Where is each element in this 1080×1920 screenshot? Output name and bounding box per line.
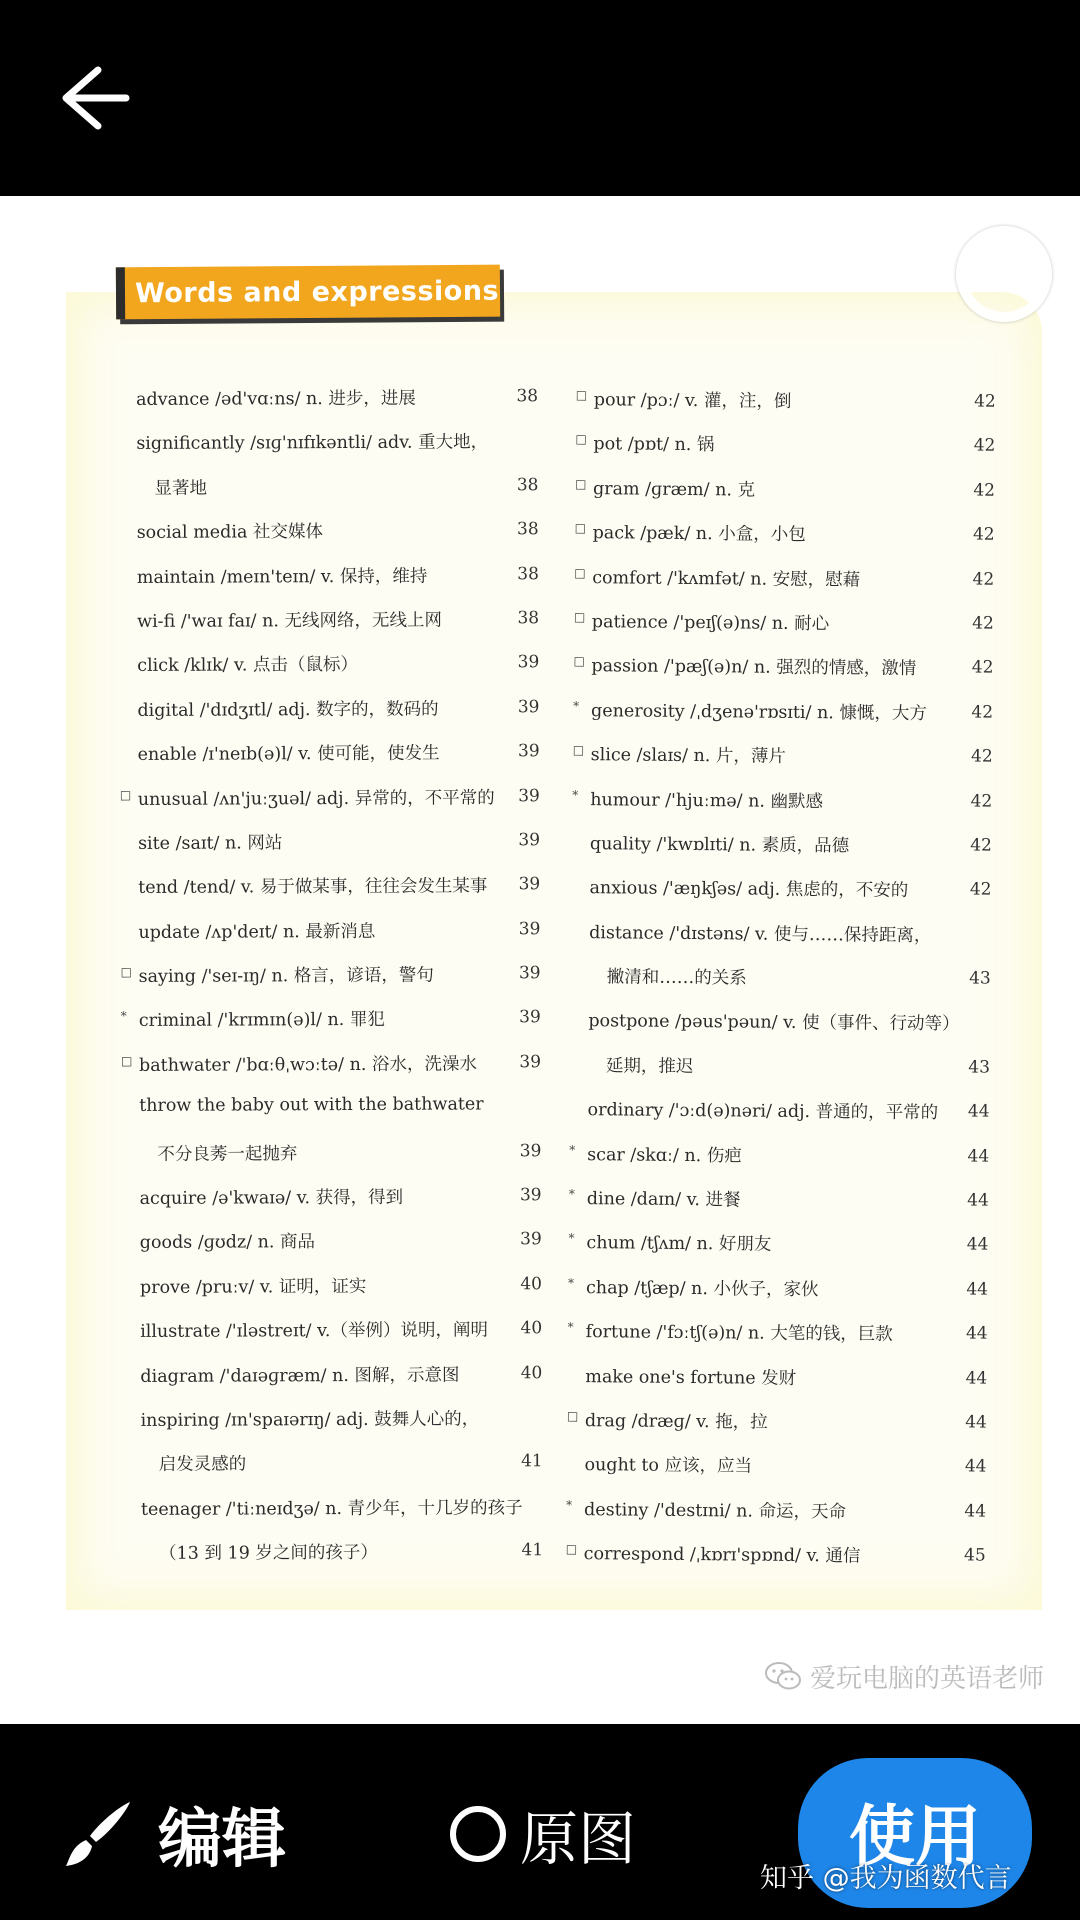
- page-number: 38: [516, 519, 539, 540]
- vocab-entry: [573, 731, 993, 779]
- page-number: 39: [518, 785, 540, 806]
- vocab-entry: [119, 552, 539, 598]
- box-mark: □: [119, 787, 132, 802]
- box-mark: □: [574, 476, 587, 491]
- vocab-entry: [123, 1440, 543, 1486]
- vocab-text: wi-fi /'waɪ faɪ/ n. 无线网络，无线上网: [137, 610, 442, 632]
- page-number: 43: [968, 1057, 991, 1078]
- asterisk-mark: *: [569, 1142, 576, 1157]
- vocab-entry: [122, 1262, 542, 1308]
- vocab-text: 撇清和……的关系: [606, 967, 747, 989]
- vocab-text: 延期，推迟: [605, 1056, 694, 1077]
- vocab-entry: [570, 997, 990, 1045]
- box-mark: □: [573, 654, 585, 669]
- select-toggle[interactable]: [956, 226, 1052, 322]
- box-mark: □: [573, 609, 586, 625]
- page-number: 42: [969, 879, 992, 900]
- vocab-text: fortune /'fɔːtʃ(ə)n/ n. 大笔的钱，巨款: [585, 1322, 893, 1346]
- vocab-text: 启发灵感的: [158, 1454, 247, 1476]
- vocab-text: chap /tʃæp/ n. 小伙子，家伙: [585, 1277, 819, 1300]
- credit-watermark: 知乎 @我为函数代言: [760, 1863, 1012, 1894]
- page-number: 40: [520, 1273, 543, 1295]
- vocab-text: illustrate /'ɪləstreɪt/ v.（举例）说明，阐明: [140, 1320, 488, 1343]
- vocab-text: click /klɪk/ v. 点击（鼠标）: [137, 655, 358, 677]
- page-number: 44: [965, 1368, 988, 1389]
- back-button[interactable]: [52, 60, 136, 136]
- vocab-text: acquire /ə'kwaɪə/ v. 获得，得到: [139, 1187, 404, 1209]
- vocab-entry: [572, 820, 992, 868]
- vocab-text: （13 到 19 岁之间的孩子）: [159, 1543, 378, 1564]
- page-number: 44: [967, 1101, 990, 1122]
- vocab-entry: [576, 376, 996, 424]
- page-number: 39: [519, 1140, 542, 1161]
- asterisk-mark: *: [120, 1009, 127, 1024]
- vocab-text: postpone /pəus'pəun/ v. 使（事件、行动等）: [588, 1011, 960, 1035]
- page-number: 39: [519, 1007, 541, 1028]
- vocab-text: patience /'peɪʃ(ə)ns/ n. 耐心: [591, 612, 830, 635]
- page-number: 42: [972, 569, 995, 590]
- vocab-text: pour /pɔː/ v. 灌，注，倒: [593, 390, 792, 412]
- page-number: 39: [519, 1052, 542, 1073]
- page-number: 38: [516, 474, 539, 496]
- vocab-text: gram /ɡræm/ n. 克: [592, 478, 756, 501]
- vocab-entry: [121, 1040, 541, 1086]
- vocab-text: distance /'dɪstəns/ v. 使与……保持距离，: [589, 922, 932, 946]
- vocab-entry: [122, 1306, 542, 1352]
- page-number: 42: [973, 435, 996, 457]
- page-number: 40: [520, 1362, 543, 1383]
- page-number: 44: [964, 1501, 987, 1522]
- vocab-text: throw the baby out with the bathwater: [139, 1094, 484, 1117]
- vocab-text: 显著地: [154, 478, 208, 499]
- vocab-text: scar /skɑː/ n. 伤疤: [587, 1144, 742, 1167]
- page-number: 44: [965, 1323, 988, 1344]
- page-number: 42: [971, 702, 994, 723]
- vocab-text: ordinary /'ɔːd(ə)nəri/ adj. 普通的，平常的: [587, 1100, 939, 1124]
- radio-circle-icon: [450, 1806, 506, 1862]
- vocab-text: unusual /ʌn'juːʒuəl/ adj. 异常的，不平常的: [137, 787, 495, 810]
- vocab-entry: [572, 776, 992, 824]
- box-mark: □: [565, 1542, 578, 1557]
- box-mark: □: [120, 1053, 133, 1068]
- vocab-entry: [122, 1351, 542, 1397]
- vocab-entry: [121, 951, 541, 997]
- vocab-text: generosity /ˌdʒenə'rɒsɪti/ n. 慷慨，大方: [590, 700, 928, 724]
- vocab-text: drag /dræɡ/ v. 拖，拉: [584, 1411, 768, 1433]
- original-label: 原图: [520, 1805, 637, 1873]
- vocab-entry: [568, 1219, 988, 1267]
- vocab-entry: [570, 1042, 990, 1090]
- vocab-text: digital /'dɪdʒɪtl/ adj. 数字的，数码的: [137, 699, 439, 721]
- vocab-entry: [574, 598, 994, 646]
- vocab-entry: [121, 996, 541, 1042]
- page-number: 42: [972, 524, 995, 545]
- page-number: 42: [970, 790, 993, 812]
- vocab-entry: [567, 1353, 987, 1401]
- vocab-text: update /ʌp'deɪt/ n. 最新消息: [138, 921, 376, 943]
- box-mark: □: [574, 521, 587, 536]
- vocab-text: pack /pæk/ n. 小盒，小包: [592, 523, 806, 546]
- vocab-entry: [567, 1308, 987, 1356]
- page-number: 44: [966, 1234, 989, 1256]
- right-column: [566, 376, 996, 1578]
- page-number: 42: [974, 391, 996, 412]
- vocab-text: diagram /'daɪəɡræm/ n. 图解，示意图: [140, 1365, 460, 1387]
- asterisk-mark: *: [566, 1497, 573, 1512]
- brush-icon: [60, 1796, 136, 1872]
- vocab-text: teenager /'tiːneɪdʒə/ n. 青少年，十几岁的孩子: [140, 1498, 523, 1520]
- asterisk-mark: *: [568, 1231, 575, 1246]
- page-number: 38: [516, 386, 539, 407]
- vocab-text: saying /'seɪ-ɪŋ/ n. 格言，谚语，警句: [138, 965, 434, 987]
- box-mark: □: [566, 1408, 579, 1424]
- left-column: [118, 374, 543, 1574]
- vocab-text: site /saɪt/ n. 网站: [137, 833, 283, 854]
- box-mark: □: [120, 965, 132, 980]
- vocab-entry: [575, 420, 995, 468]
- vocab-text: 不分良莠一起抛弃: [157, 1143, 298, 1165]
- vocab-entry: [118, 419, 538, 465]
- vocab-text: humour /'hjuːmə/ n. 幽默感: [590, 789, 824, 812]
- page-number: 42: [970, 746, 993, 767]
- vocab-entry: [566, 1530, 986, 1578]
- photo-preview: [0, 196, 1080, 1724]
- watermark: [764, 1656, 1044, 1696]
- edit-button[interactable]: [60, 1794, 286, 1877]
- use-label: 使用: [849, 1797, 981, 1875]
- page-number: 44: [967, 1190, 989, 1211]
- page-number: 42: [971, 657, 994, 678]
- asterisk-mark: *: [568, 1187, 575, 1202]
- asterisk-mark: *: [567, 1320, 574, 1335]
- page-number: 41: [521, 1451, 543, 1472]
- vocab-entry: [569, 1175, 989, 1223]
- vocab-text: social media 社交媒体: [136, 522, 323, 544]
- vocab-text: goods /ɡʊdz/ n. 商品: [139, 1232, 316, 1254]
- vocab-entry: [121, 1173, 541, 1219]
- page-number: 39: [517, 652, 540, 673]
- watermark-text: 爱玩电脑的英语老师: [810, 1663, 1045, 1694]
- vocab-text: quality /'kwɒlɪti/ n. 素质，品德: [589, 834, 850, 857]
- vocab-entry: [119, 507, 539, 553]
- vocab-text: advance /əd'vɑːns/ n. 进步，进展: [136, 388, 416, 410]
- vocab-text: correspond /ˌkɒrɪ'spɒnd/ v. 通信: [583, 1544, 861, 1567]
- vocab-text: criminal /'krɪmɪn(ə)l/ n. 罪犯: [138, 1010, 385, 1032]
- vocab-entry: [569, 1086, 989, 1134]
- vocab-entry: [574, 554, 994, 602]
- vocab-text: enable /ɪ'neɪb(ə)l/ v. 使可能，使发生: [137, 743, 440, 766]
- page-number: 44: [965, 1412, 987, 1433]
- page-number: 44: [964, 1456, 987, 1477]
- vocab-text: comfort /'kʌmfət/ n. 安慰，慰藉: [592, 567, 861, 591]
- page-number: 44: [966, 1279, 989, 1300]
- vocab-entry: [120, 818, 540, 864]
- vocab-text: maintain /meɪn'teɪn/ v. 保持，维持: [136, 566, 428, 588]
- vocab-entry: [568, 1264, 988, 1312]
- vocab-text: tend /tend/ v. 易于做某事，往往会发生某事: [138, 876, 488, 899]
- edit-label: 编辑: [158, 1803, 286, 1877]
- page-number: 44: [967, 1146, 990, 1167]
- box-mark: □: [575, 432, 587, 447]
- asterisk-mark: *: [573, 698, 580, 713]
- vocab-entry: [571, 953, 991, 1001]
- vocab-entry: [118, 374, 538, 420]
- vocab-text: significantly /sɪɡ'nɪfɪkəntli/ adv. 重大地，: [136, 432, 489, 455]
- box-mark: □: [575, 387, 588, 403]
- vocab-entry: [118, 463, 538, 509]
- arrow-left-icon: [52, 60, 136, 136]
- vocab-entry: [123, 1528, 543, 1574]
- vocab-entry: [119, 641, 539, 687]
- vocab-text: make one's fortune 发财: [585, 1366, 797, 1389]
- vocab-entry: [571, 909, 991, 957]
- vocab-entry: [575, 465, 995, 513]
- page-number: 42: [973, 480, 996, 501]
- page-number: 43: [969, 968, 991, 989]
- box-mark: □: [574, 565, 586, 580]
- page-number: 39: [518, 830, 541, 851]
- top-bar: [0, 0, 1080, 196]
- page-number: 38: [517, 608, 540, 629]
- vocab-entry: [571, 864, 991, 912]
- vocab-entry: [120, 862, 540, 908]
- wechat-icon: [764, 1661, 802, 1691]
- vocab-text: ought to 应该，应当: [584, 1455, 753, 1477]
- vocab-entry: [573, 642, 993, 690]
- page-number: 38: [517, 563, 539, 584]
- vocab-text: dine /daɪn/ v. 进餐: [586, 1189, 741, 1211]
- page-number: 39: [518, 918, 541, 939]
- vocab-entry: [121, 1084, 541, 1130]
- page-number: 39: [518, 963, 541, 984]
- vocab-entry: [122, 1218, 542, 1264]
- box-mark: □: [572, 743, 585, 758]
- vocab-entry: [120, 729, 540, 775]
- page-number: 39: [520, 1229, 542, 1250]
- page-number: 41: [521, 1540, 544, 1561]
- vocab-entry: [566, 1441, 986, 1489]
- page-number: 39: [517, 741, 540, 762]
- vocab-text: chum /tʃʌm/ n. 好朋友: [586, 1233, 772, 1256]
- vocab-entry: [122, 1395, 542, 1441]
- vocab-text: inspiring /ɪn'spaɪərɪŋ/ adj. 鼓舞人心的，: [140, 1409, 480, 1431]
- page-number: 39: [517, 696, 540, 717]
- original-image-toggle[interactable]: [450, 1794, 636, 1874]
- vocab-entry: [123, 1484, 543, 1530]
- vocab-entry: [574, 509, 994, 557]
- asterisk-mark: *: [572, 787, 579, 802]
- vocab-text: slice /slaɪs/ n. 片，薄片: [590, 745, 787, 767]
- page-number: 42: [970, 835, 993, 856]
- page-number: 40: [520, 1318, 543, 1339]
- page-number: 39: [518, 874, 541, 895]
- vocab-entry: [120, 774, 540, 820]
- asterisk-mark: *: [568, 1275, 575, 1290]
- vocab-text: bathwater /'bɑːθˌwɔːtə/ n. 浴水，洗澡水: [138, 1054, 478, 1076]
- section-heading-box: [116, 265, 500, 320]
- vocab-text: passion /'pæʃ(ə)n/ n. 强烈的情感，激情: [591, 656, 917, 680]
- vocab-text: prove /pruːv/ v. 证明，证实: [139, 1276, 367, 1298]
- vocab-entry: [121, 1129, 541, 1175]
- section-heading: Words and expressions: [134, 275, 500, 309]
- vocab-entry: [569, 1131, 989, 1179]
- page-number: 45: [963, 1545, 986, 1566]
- vocab-text: anxious /'æŋkʃəs/ adj. 焦虑的，不安的: [589, 878, 909, 902]
- vocab-text: destiny /'destɪni/ n. 命运，天命: [584, 1499, 847, 1523]
- vocab-entry: [119, 685, 539, 731]
- page-number: 42: [972, 613, 994, 634]
- vocab-entry: [567, 1397, 987, 1445]
- vocab-text: pot /pɒt/ n. 锅: [593, 434, 715, 456]
- page-number: 39: [519, 1185, 542, 1206]
- vocab-entry: [573, 687, 993, 735]
- vocab-entry: [119, 596, 539, 642]
- vocab-entry: [566, 1486, 986, 1534]
- vocab-entry: [120, 907, 540, 953]
